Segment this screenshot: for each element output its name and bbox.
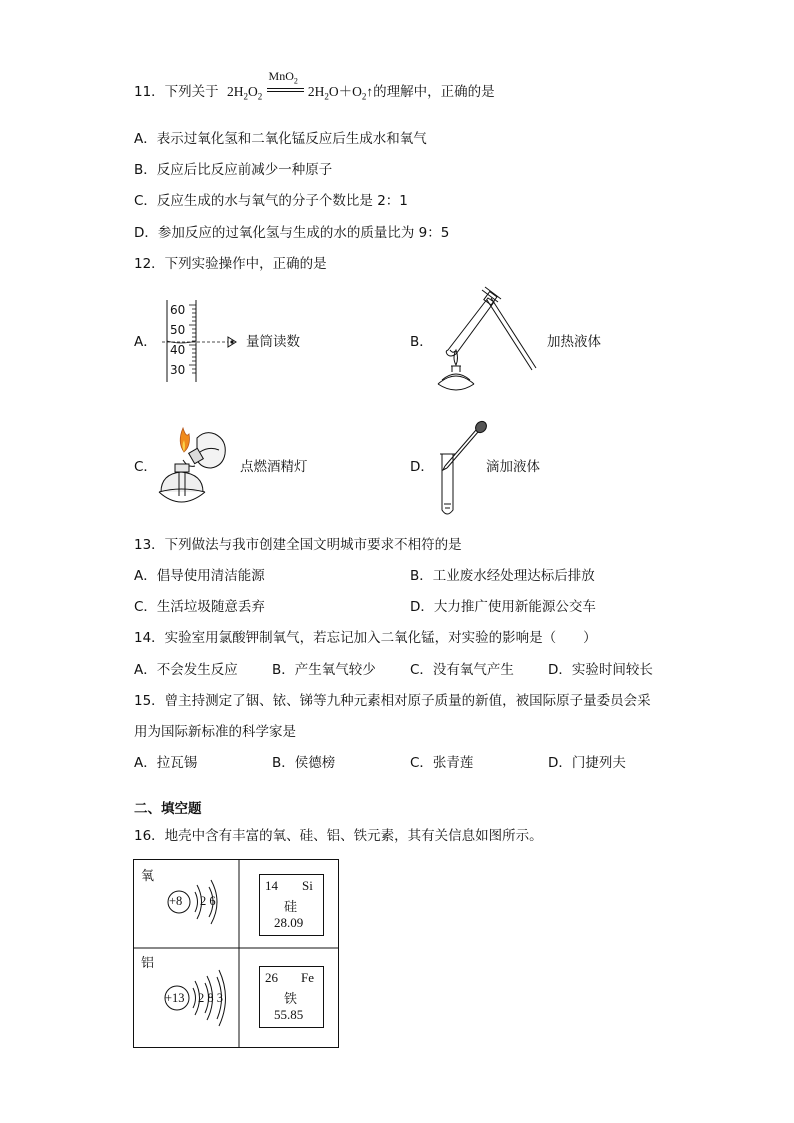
q11-products: $2H_2O+O_2↑$	[307, 84, 374, 102]
q13-stem: 13．下列做法与我市创建全国文明城市要求不相符的是	[134, 537, 462, 553]
q15-option-a[interactable]: A．拉瓦锡	[134, 755, 198, 771]
q11-option-d[interactable]: D．参加反应的过氧化氢与生成的水的质量比为 9：5	[134, 225, 450, 241]
test-tube-heating-figure	[432, 284, 542, 399]
q15-stem-line1: 15．曾主持测定了铟、铱、锑等九种元素相对原子质量的新值，被国际原子量委员会采	[134, 693, 651, 709]
tick-50: 50	[170, 323, 186, 337]
q14-stem: 14．实验室用氯酸钾制氧气，若忘记加入二氧化锰，对实验的影响是（ ）	[134, 630, 597, 646]
q11-tail: 的理解中，正确的是	[373, 84, 495, 100]
q12-option-d-caption: 滴加液体	[486, 459, 540, 475]
q13-option-b[interactable]: B．工业废水经处理达标后排放	[410, 568, 595, 584]
oxygen-shells: 2 6	[200, 894, 216, 908]
aluminum-shells: 2 8 3	[198, 991, 223, 1005]
aluminum-nucleus: +13	[165, 991, 185, 1005]
aluminum-label: 铝	[141, 956, 155, 971]
q12-option-a-caption: 量筒读数	[246, 334, 300, 350]
iron-element-card	[259, 966, 324, 1028]
q15-option-c[interactable]: C．张青莲	[410, 755, 474, 771]
q14-option-a[interactable]: A．不会发生反应	[134, 662, 238, 678]
iron-name: 铁	[284, 992, 298, 1007]
q12-option-a-letter[interactable]: A．	[134, 334, 157, 350]
dropper-test-tube-figure	[425, 418, 491, 520]
q15-option-d[interactable]: D．门捷列夫	[548, 755, 626, 771]
q11-option-a[interactable]: A．表示过氧化氢和二氧化锰反应后生成水和氧气	[134, 131, 427, 147]
q12-option-c-letter[interactable]: C．	[134, 459, 157, 475]
q13-option-c[interactable]: C．生活垃圾随意丢弃	[134, 599, 265, 615]
q11-number: 11．下列关于	[134, 84, 219, 100]
q15-option-b[interactable]: B．侯德榜	[272, 755, 336, 771]
q12-stem: 12．下列实验操作中，正确的是	[134, 256, 327, 272]
q14-option-b[interactable]: B．产生氧气较少	[272, 662, 376, 678]
q12-option-c-caption: 点燃酒精灯	[240, 459, 308, 475]
q15-stem-line2: 用为国际新标准的科学家是	[134, 724, 296, 740]
tick-60: 60	[170, 303, 186, 317]
q13-option-d[interactable]: D．大力推广使用新能源公交车	[410, 599, 596, 615]
silicon-element-card	[259, 874, 324, 936]
iron-number: 26	[265, 970, 278, 985]
oxygen-nucleus: +8	[169, 894, 183, 908]
silicon-mass: 28.09	[274, 915, 304, 930]
iron-mass: 55.85	[274, 1007, 304, 1022]
q11-reactant: $2H_2O_2$	[226, 84, 263, 102]
element-info-table	[133, 859, 339, 1048]
section-title: 二、填空题	[134, 801, 202, 817]
q11-option-b[interactable]: B．反应后比反应前减少一种原子	[134, 162, 333, 178]
q12-option-b-letter[interactable]: B．	[410, 334, 433, 350]
silicon-number: 14	[265, 878, 278, 893]
iron-symbol: Fe	[301, 970, 314, 985]
q11-stem	[134, 69, 495, 106]
reaction-arrow	[267, 69, 304, 96]
q11-option-c[interactable]: C．反应生成的水与氧气的分子个数比是 2：1	[134, 193, 408, 209]
silicon-name: 硅	[284, 900, 298, 915]
q13-option-a[interactable]: A．倡导使用清洁能源	[134, 568, 265, 584]
q14-option-c[interactable]: C．没有氧气产生	[410, 662, 514, 678]
q16-stem: 16．地壳中含有丰富的氧、硅、铝、铁元素，其有关信息如图所示。	[134, 828, 543, 844]
catalyst-label: MnO$_2$	[268, 69, 298, 86]
eye-icon	[228, 337, 236, 347]
oxygen-label: 氧	[141, 869, 155, 884]
q14-option-d[interactable]: D．实验时间较长	[548, 662, 653, 678]
q12-option-d-letter[interactable]: D．	[410, 459, 434, 475]
q12-option-b-caption: 加热液体	[547, 334, 601, 350]
silicon-symbol: Si	[302, 878, 313, 893]
alcohol-lamp-lighting-figure	[153, 420, 239, 512]
tick-40: 40	[170, 343, 186, 357]
tick-30: 30	[170, 363, 186, 377]
